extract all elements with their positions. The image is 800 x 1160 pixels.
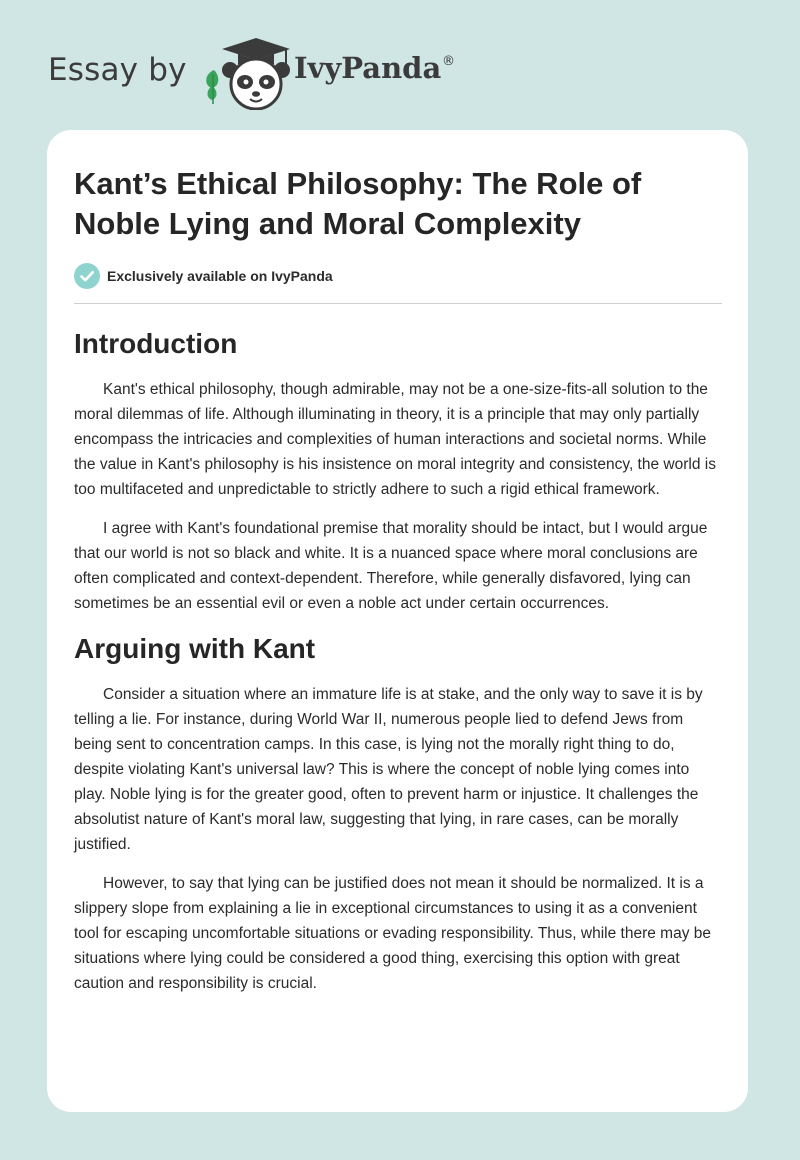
section-heading-arguing-with-kant: Arguing with Kant xyxy=(74,633,316,664)
essay-content xyxy=(74,325,724,1010)
essay-title: Kant’s Ethical Philosophy: The Role of Noble Lying and Moral Complexity xyxy=(74,166,642,241)
exclusive-badge-text: Exclusively available on IvyPanda xyxy=(107,268,333,284)
paragraph: However, to say that lying can be justified does not mean it should be normalized. It is a slippery slope from explaining a lie in exceptional circumstances to using it as a convenient tool for escaping uncomfortable situations or evading responsibility. Thus, while there may be situations where lying could be considered a good thing, exercising this option with great caution and responsibility is crucial. xyxy=(74,875,711,992)
exclusive-badge xyxy=(74,263,333,289)
title-divider xyxy=(74,303,722,304)
panda-graduate-logo-icon[interactable] xyxy=(200,34,292,110)
brand-prefix: Essay by xyxy=(48,52,187,88)
paragraph: I agree with Kant's foundational premise that morality should be intact, but I would argue that our world is not so black and white. It is a nuanced space where moral conclusions are often complicated and context-dependent. Therefore, while generally disfavored, lying can sometimes be an essential evil or even a noble act under certain occurrences. xyxy=(74,520,708,612)
paragraph: Kant's ethical philosophy, though admirable, may not be a one-size-fits-all solution to the moral dilemmas of life. Although illuminating in theory, it is a principle that may only partially encompass the intricacies and complexities of human interactions and societal norms. While the value in Kant's philosophy is his insistence on moral integrity and consistency, the world is too multifaceted and unpredictable to strictly adhere to such a rigid ethical framework. xyxy=(74,381,716,498)
ivy-leaf-icon xyxy=(206,70,218,104)
section-heading-introduction: Introduction xyxy=(74,328,238,359)
check-circle-icon xyxy=(74,263,100,289)
registered-mark: ® xyxy=(442,54,455,69)
paragraph: Consider a situation where an immature life is at stake, and the only way to save it is by telling a lie. For instance, during World War II, numerous people lied to defend Jews from being sent to concentration camps. In this case, is lying not the morally right thing to do, despite violating Kant's universal law? This is where the concept of noble lying comes into play. Noble lying is for the greater good, often to prevent harm or injustice. It challenges the absolutist nature of Kant's moral law, suggesting that lying, in rare cases, can be morally justified. xyxy=(74,686,703,853)
brand-name: IvyPanda xyxy=(294,51,442,85)
essay-card xyxy=(47,130,748,1112)
site-header xyxy=(0,0,800,130)
